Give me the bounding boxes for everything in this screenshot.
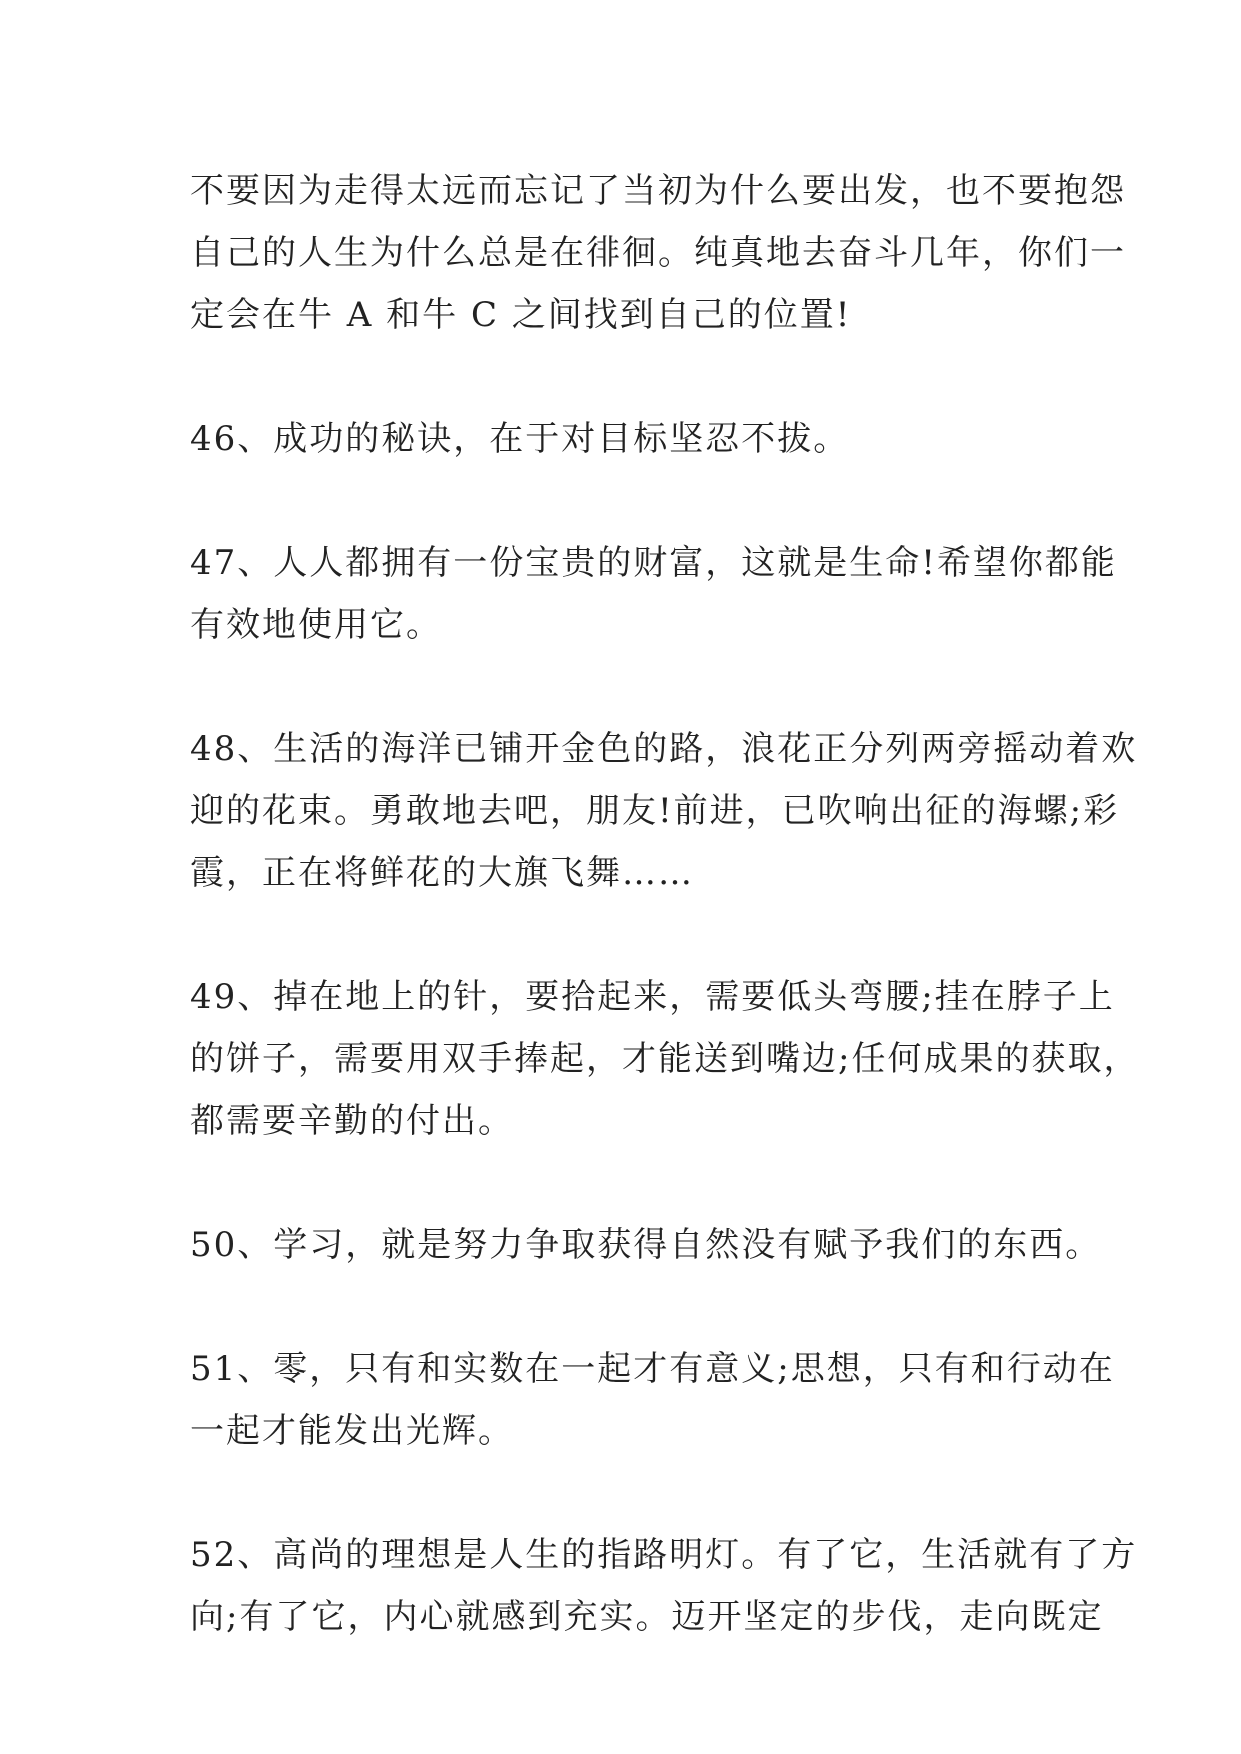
paragraph-47	[190, 532, 1117, 656]
text-line: 48、生活的海洋已铺开金色的路，浪花正分列两旁摇动着欢	[190, 729, 1138, 769]
paragraph-50	[190, 1214, 1102, 1276]
paragraph-52	[190, 1524, 1138, 1648]
paragraph-51	[190, 1338, 1115, 1462]
paragraph-46	[190, 408, 1070, 470]
paragraph-intro	[190, 160, 1126, 346]
text-line: 的饼子，需要用双手捧起，才能送到嘴边;任何成果的获取，	[190, 1039, 1140, 1079]
text-line: 50、学习，就是努力争取获得自然没有赋予我们的东西。	[190, 1225, 1102, 1265]
text-line: 46、成功的秘诀，在于对目标坚忍不拔。	[190, 419, 850, 459]
text-line: 霞，正在将鲜花的大旗飞舞……	[190, 853, 694, 893]
text-line: 向;有了它，内心就感到充实。迈开坚定的步伐，走向既定	[190, 1597, 1104, 1637]
text-line: 都需要辛勤的付出。	[190, 1101, 514, 1141]
text-line: 定会在牛 A 和牛 C 之间找到自己的位置!	[190, 295, 852, 335]
text-line: 不要因为走得太远而忘记了当初为什么要出发，也不要抱怨	[190, 171, 1126, 211]
text-line: 一起才能发出光辉。	[190, 1411, 514, 1451]
document-body	[190, 160, 1140, 1710]
text-line: 47、人人都拥有一份宝贵的财富，这就是生命!希望你都能	[190, 543, 1117, 583]
text-line: 自己的人生为什么总是在徘徊。纯真地去奋斗几年，你们一	[190, 233, 1126, 273]
text-line: 51、零，只有和实数在一起才有意义;思想，只有和行动在	[190, 1349, 1115, 1389]
text-line: 49、掉在地上的针，要拾起来，需要低头弯腰;挂在脖子上	[190, 977, 1115, 1017]
text-line: 迎的花束。勇敢地去吧，朋友!前进，已吹响出征的海螺;彩	[190, 791, 1120, 831]
text-line: 52、高尚的理想是人生的指路明灯。有了它，生活就有了方	[190, 1535, 1138, 1575]
paragraph-48	[190, 718, 1138, 904]
text-line: 有效地使用它。	[190, 605, 442, 645]
paragraph-49	[190, 966, 1140, 1152]
